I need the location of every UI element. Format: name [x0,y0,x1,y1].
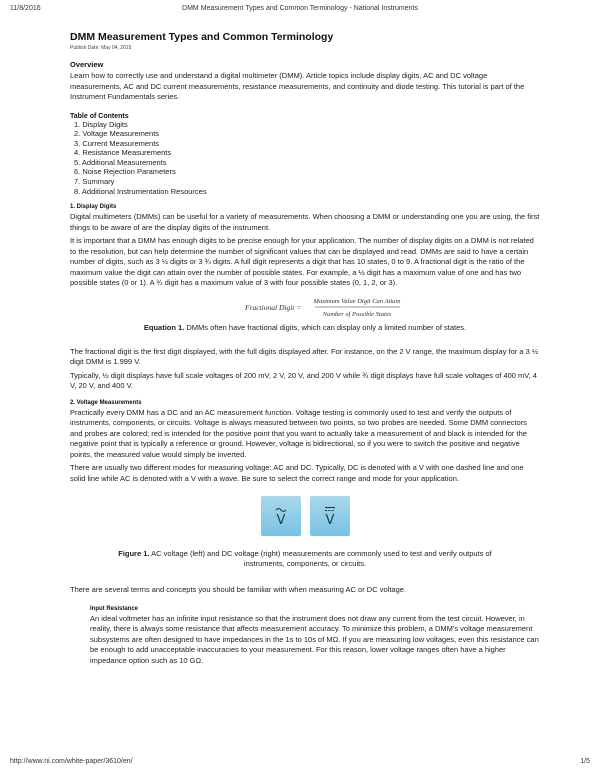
section-1-paragraph-4: Typically, ½ digit displays have full scale voltages of 200 mV, 2 V, 20 V, and 200 V while ¾ digit displays have full scale voltages of 400 mV, 4 V, 20 V, and 400 V. [70,370,537,391]
dc-voltage-symbol [318,504,342,528]
toc-item-display-digits[interactable]: 1. Display Digits [74,119,128,129]
toc-item-current[interactable]: 3. Current Measurements [74,138,160,148]
equation-1-caption-label: Equation 1. [143,322,185,332]
table-of-contents [70,120,540,197]
ac-voltage-symbol [269,504,293,528]
toc-item-noise[interactable]: 6. Noise Rejection Parameters [74,167,176,177]
overview-heading: Overview [70,60,104,69]
ac-wave-mark [276,509,286,512]
ac-symbol-letter: V [276,513,285,529]
dc-voltage-icon [310,496,350,536]
toc-item-additional[interactable]: 5. Additional Measurements [74,157,167,167]
print-footer [10,758,590,770]
fraction-formula [195,294,415,320]
figure-1 [70,496,540,536]
section-2-heading: 2. Voltage Measurements [70,399,142,406]
page-number: 1/5 [580,758,590,765]
page-url[interactable]: http://www.ni.com/white-paper/3610/en/ [10,758,133,765]
input-resistance-heading: Input Resistance [90,605,139,612]
overview-text: Learn how to correctly use and understand a digital multimeter (DMM). Article topics include display digits, AC and DC voltage measurements, AC and DC current measurements, resistance measurements, and continuity and diode testing. This tutorial is part of the Instrument Fundamentals series. [70,71,525,101]
equation-1 [70,293,540,321]
section-1-heading: 1. Display Digits [70,204,117,211]
figure-1-caption [98,549,512,569]
article-title: DMM Measurement Types and Common Terminology [70,31,334,43]
equation-numerator: Maximum Value Digit Can Attain [313,297,401,305]
publish-date: Publish Date: May 04, 2015 [70,45,132,51]
print-date: 11/8/2016 [10,5,41,12]
toc-item-resources[interactable]: 8. Additional Instrumentation Resources [74,186,207,196]
figure-1-caption-label: Figure 1. [118,549,150,559]
equation-lhs: Fractional Digit = [245,302,302,312]
print-header [10,5,590,17]
section-2-paragraph-1: Practically every DMM has a DC and an AC measurement function. Voltage testing is commonly used to test and verify the outputs of instruments, components, or circuits. Voltage is always measured between two points, so two probes are needed. Some DMM connectors and probes are colored; red is intended for the positive point that you want to actually take a measurement of and black is intended for the negative point that is typically a reference or ground. However, voltage is bidirectional, so if you were to switch the positive and negative points, the measured value would simply be inverted. [70,407,527,459]
toc-item-summary[interactable]: 7. Summary [74,177,115,187]
toc-item-voltage[interactable]: 2. Voltage Measurements [74,129,160,139]
section-1-paragraph-1: Digital multimeters (DMMs) can be useful for a variety of measurements. When choosing a DMM or understanding one you are using, the first things to be aware of are the display digits of the instrument. [70,212,540,232]
article [70,31,540,669]
dc-symbol-letter: V [325,513,334,529]
section-2-paragraph-2: There are usually two different modes for measuring voltage: AC and DC. Typically, DC is denoted with a V with one dashed line and one solid line while AC is denoted with a V with a wave. Be sure to select the correct range and mode for your application. [70,463,524,483]
toc-item-resistance[interactable]: 4. Resistance Measurements [74,148,172,158]
figure-1-caption-text: AC voltage (left) and DC voltage (right) measurements are commonly used to test and verify outputs of instruments, components, or circuits. [151,549,492,569]
ac-voltage-icon [261,496,301,536]
input-resistance-block [90,606,540,667]
equation-denominator: Number of Possible States [322,310,392,318]
input-resistance-text: An ideal voltmeter has an infinite input resistance so that the instrument does not draw any current from the test circuit. However, in reality, there is always some resistance that affects measurement accuracy. To minimize this problem, a DMM's voltage measurement subsystems are often designed to have impedances in the 1s to 10s of MΩ. If you are measuring low voltages, even this resistance can be enough to add unacceptable inaccuracies to your measurement. For this reason, lower voltage ranges often have a higher impedance option such as 10 GΩ. [90,613,539,665]
equation-1-caption-text: DMMs often have fractional digits, which can display only a limited number of states. [186,322,467,332]
section-1-paragraph-2: It is important that a DMM has enough digits to be precise enough for your application. The number of display digits on a DMM is not related to the resolution, but can help determine the number of significant values that can be displayed and read. DMMs are said to have a certain number of digits, such as 3 ½ digits or 3 ¾ digits. A full digit represents a digit that has 10 states, 0 to 9. A fractional digit is the ratio of the maximum value the digit can attain over the number of possible states. For example, a ½ digit has a maximum value of one and has two possible states (0 or 1). A ¾ digit has a maximum value of 3 with four possible states (0, 1, 2, or 3). [70,236,534,288]
toc-heading: Table of Contents [70,112,129,120]
equation-1-caption [98,323,512,333]
section-1-paragraph-3: The fractional digit is the first digit displayed, with the full digits displayed after. For instance, on the 2 V range, the maximum display for a 3 ½ digit DMM is 1.999 V. [70,346,539,367]
print-page-title: DMM Measurement Types and Common Terminology - National Instruments [182,5,418,12]
section-2-paragraph-3: There are several terms and concepts you should be familiar with when measuring AC or DC voltage. [70,585,406,595]
